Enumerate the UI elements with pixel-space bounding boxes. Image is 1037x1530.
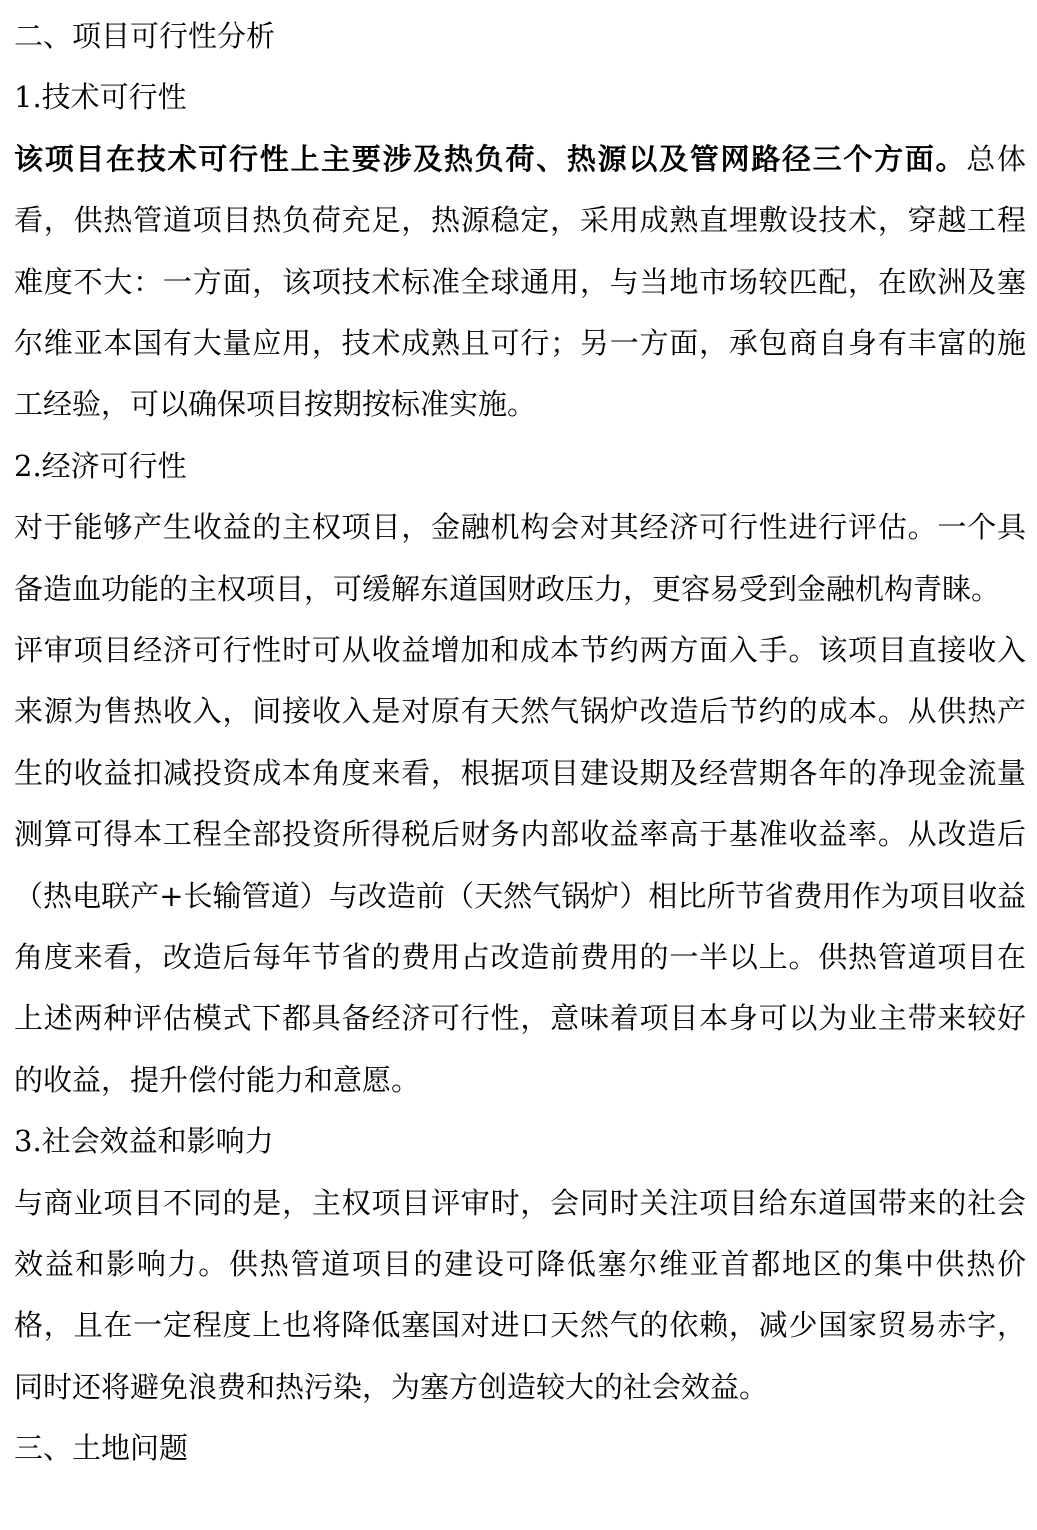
paragraph-technical <box>14 129 1026 436</box>
subsection-heading-economic: 2.经济可行性 <box>14 448 187 483</box>
paragraph-social-1: 与商业项目不同的是，主权项目评审时，会同时关注项目给东道国带来的社会效益和影响力。供热管道项目的建设可降低塞尔维亚首都地区的集中供热价格，且在一定程度上也将降低塞国对进口天然气的依赖，减少国家贸易赤字，同时还将避免浪费和热污染，为塞方创造较大的社会效益。 <box>14 1185 1026 1404</box>
document-body <box>14 6 1026 1480</box>
paragraph-economic-2: 评审项目经济可行性时可从收益增加和成本节约两方面入手。该项目直接收入来源为售热收入，间接收入是对原有天然气锅炉改造后节约的成本。从供热产生的收益扣减投资成本角度来看，根据项目建设期及经营期各年的净现金流量测算可得本工程全部投资所得税后财务内部收益率高于基准收益率。从改造后（热电联产+长输管道）与改造前（天然气锅炉）相比所节省费用作为项目收益角度来看，改造后每年节省的费用占改造前费用的一半以上。供热管道项目在上述两种评估模式下都具备经济可行性，意味着项目本身可以为业主带来较好的收益，提升偿付能力和意愿。 <box>14 633 1026 1097</box>
section-heading-land: 三、土地问题 <box>14 1431 189 1466</box>
paragraph-economic-1: 对于能够产生收益的主权项目，金融机构会对其经济可行性进行评估。一个具备造血功能的主权项目，可缓解东道国财政压力，更容易受到金融机构青睐。 <box>14 510 1026 606</box>
subsection-heading-social: 3.社会效益和影响力 <box>14 1124 274 1159</box>
section-heading-feasibility: 二、项目可行性分析 <box>14 19 276 53</box>
paragraph-technical-lead: 该项目在技术可行性上主要涉及热负荷、热源以及管网路径三个方面。 <box>14 141 967 176</box>
paragraph-technical-body: 总体看，供热管道项目热负荷充足，热源稳定，采用成熟直埋敷设技术，穿越工程难度不大：一方面，该项技术标准全球通用，与当地市场较匹配，在欧洲及塞尔维亚本国有大量应用，技术成熟且可行；另一方面，承包商自身有丰富的施工经验，可以确保项目按期按标准实施。 <box>14 141 1026 422</box>
subsection-heading-technical: 1.技术可行性 <box>14 80 187 115</box>
